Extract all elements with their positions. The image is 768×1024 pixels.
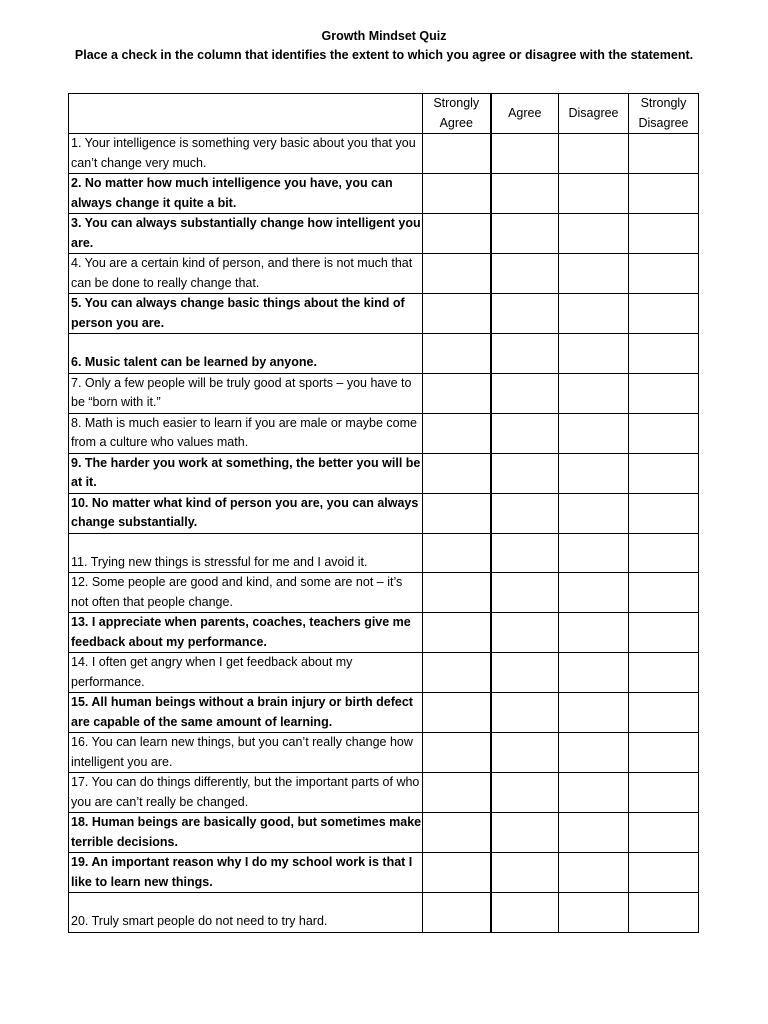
header-strongly-agree: Strongly Agree [423, 94, 491, 134]
statement-text: 15. All human beings without a brain injury or birth defect are capable of the same amount of learning. [71, 695, 413, 729]
disagree-checkbox[interactable] [559, 893, 629, 933]
agree-checkbox[interactable] [491, 573, 559, 613]
table-row [69, 653, 699, 693]
agree-checkbox[interactable] [491, 134, 559, 174]
strongly-disagree-checkbox[interactable] [629, 853, 699, 893]
table-row [69, 174, 699, 214]
disagree-checkbox[interactable] [559, 174, 629, 214]
disagree-checkbox[interactable] [559, 773, 629, 813]
disagree-checkbox[interactable] [559, 653, 629, 693]
statement-cell [69, 773, 423, 813]
statement-cell [69, 893, 423, 933]
disagree-checkbox[interactable] [559, 413, 629, 453]
strongly-disagree-checkbox[interactable] [629, 294, 699, 334]
disagree-checkbox[interactable] [559, 254, 629, 294]
disagree-checkbox[interactable] [559, 134, 629, 174]
header-row [69, 94, 699, 134]
statement-cell [69, 214, 423, 254]
statement-text: 13. I appreciate when parents, coaches, teachers give me feedback about my performance. [71, 615, 411, 649]
statement-cell [69, 613, 423, 653]
statement-cell [69, 573, 423, 613]
agree-checkbox[interactable] [491, 853, 559, 893]
statement-cell [69, 453, 423, 493]
table-row [69, 294, 699, 334]
table-row [69, 773, 699, 813]
agree-checkbox[interactable] [491, 294, 559, 334]
agree-checkbox[interactable] [491, 493, 559, 533]
statement-cell [69, 254, 423, 294]
disagree-checkbox[interactable] [559, 453, 629, 493]
disagree-checkbox[interactable] [559, 813, 629, 853]
agree-checkbox[interactable] [491, 733, 559, 773]
strongly-disagree-checkbox[interactable] [629, 334, 699, 374]
disagree-checkbox[interactable] [559, 733, 629, 773]
strongly-disagree-checkbox[interactable] [629, 533, 699, 573]
table-row [69, 613, 699, 653]
strongly-agree-checkbox[interactable] [423, 413, 491, 453]
strongly-disagree-checkbox[interactable] [629, 613, 699, 653]
strongly-disagree-checkbox[interactable] [629, 373, 699, 413]
statement-cell [69, 733, 423, 773]
disagree-checkbox[interactable] [559, 853, 629, 893]
agree-checkbox[interactable] [491, 893, 559, 933]
strongly-disagree-checkbox[interactable] [629, 893, 699, 933]
statement-cell [69, 294, 423, 334]
statement-text: 3. You can always substantially change how intelligent you are. [71, 216, 421, 250]
statement-cell [69, 373, 423, 413]
agree-checkbox[interactable] [491, 174, 559, 214]
header-agree: Agree [491, 94, 559, 134]
table-row [69, 254, 699, 294]
statement-cell [69, 693, 423, 733]
header-disagree: Disagree [559, 94, 629, 134]
disagree-checkbox[interactable] [559, 573, 629, 613]
disagree-checkbox[interactable] [559, 294, 629, 334]
table-row [69, 853, 699, 893]
agree-checkbox[interactable] [491, 214, 559, 254]
page-title: Growth Mindset Quiz [321, 29, 447, 43]
strongly-agree-checkbox[interactable] [423, 214, 491, 254]
quiz-table [68, 93, 699, 933]
statement-cell [69, 134, 423, 174]
agree-checkbox[interactable] [491, 773, 559, 813]
strongly-disagree-checkbox[interactable] [629, 733, 699, 773]
statement-text: 18. Human beings are basically good, but sometimes make terrible decisions. [71, 815, 422, 849]
agree-checkbox[interactable] [491, 254, 559, 294]
header-strongly-disagree: Strongly Disagree [629, 94, 699, 134]
statement-cell [69, 493, 423, 533]
agree-checkbox[interactable] [491, 613, 559, 653]
statement-text: 8. Math is much easier to learn if you are male or maybe come from a culture who values math. [71, 415, 417, 449]
strongly-disagree-checkbox[interactable] [629, 254, 699, 294]
disagree-checkbox[interactable] [559, 533, 629, 573]
table-row [69, 693, 699, 733]
table-row [69, 134, 699, 174]
statement-text: 12. Some people are good and kind, and some are not – it’s not often that people change. [71, 575, 403, 609]
strongly-disagree-checkbox[interactable] [629, 573, 699, 613]
agree-checkbox[interactable] [491, 413, 559, 453]
statement-text: 9. The harder you work at something, the better you will be at it. [71, 455, 421, 489]
statement-text: 6. Music talent can be learned by anyone. [71, 355, 317, 369]
strongly-agree-checkbox[interactable] [423, 693, 491, 733]
agree-checkbox[interactable] [491, 373, 559, 413]
table-row [69, 453, 699, 493]
statement-text: 4. You are a certain kind of person, and there is not much that can be done to really change that. [71, 256, 413, 290]
strongly-agree-checkbox[interactable] [423, 453, 491, 493]
strongly-agree-checkbox[interactable] [423, 174, 491, 214]
instructions: Place a check in the column that identifies the extent to which you agree or disagree with the statement. [74, 48, 694, 62]
strongly-agree-checkbox[interactable] [423, 853, 491, 893]
strongly-agree-checkbox[interactable] [423, 533, 491, 573]
strongly-agree-checkbox[interactable] [423, 813, 491, 853]
agree-checkbox[interactable] [491, 653, 559, 693]
strongly-agree-checkbox[interactable] [423, 613, 491, 653]
strongly-agree-checkbox[interactable] [423, 254, 491, 294]
strongly-agree-checkbox[interactable] [423, 893, 491, 933]
strongly-disagree-checkbox[interactable] [629, 653, 699, 693]
disagree-checkbox[interactable] [559, 613, 629, 653]
table-row [69, 413, 699, 453]
agree-checkbox[interactable] [491, 533, 559, 573]
agree-checkbox[interactable] [491, 453, 559, 493]
statement-text: 14. I often get angry when I get feedback about my performance. [71, 655, 353, 689]
table-row [69, 214, 699, 254]
table-row [69, 813, 699, 853]
statement-cell [69, 533, 423, 573]
strongly-agree-checkbox[interactable] [423, 134, 491, 174]
disagree-checkbox[interactable] [559, 693, 629, 733]
statement-text: 19. An important reason why I do my school work is that I like to learn new things. [71, 855, 413, 889]
strongly-disagree-checkbox[interactable] [629, 453, 699, 493]
statement-cell [69, 813, 423, 853]
strongly-disagree-checkbox[interactable] [629, 493, 699, 533]
header-statement [69, 94, 423, 134]
strongly-disagree-checkbox[interactable] [629, 214, 699, 254]
strongly-disagree-checkbox[interactable] [629, 813, 699, 853]
strongly-agree-checkbox[interactable] [423, 373, 491, 413]
disagree-checkbox[interactable] [559, 373, 629, 413]
agree-checkbox[interactable] [491, 693, 559, 733]
strongly-agree-checkbox[interactable] [423, 573, 491, 613]
table-row [69, 493, 699, 533]
disagree-checkbox[interactable] [559, 334, 629, 374]
strongly-agree-checkbox[interactable] [423, 773, 491, 813]
disagree-checkbox[interactable] [559, 493, 629, 533]
statement-cell [69, 853, 423, 893]
statement-cell [69, 174, 423, 214]
statement-text: 17. You can do things differently, but the important parts of who you are can’t really be changed. [71, 775, 420, 809]
table-row [69, 893, 699, 933]
strongly-disagree-checkbox[interactable] [629, 174, 699, 214]
statement-text: 5. You can always change basic things about the kind of person you are. [71, 296, 405, 330]
strongly-disagree-checkbox[interactable] [629, 134, 699, 174]
strongly-agree-checkbox[interactable] [423, 294, 491, 334]
strongly-disagree-checkbox[interactable] [629, 693, 699, 733]
statement-cell [69, 653, 423, 693]
statement-cell [69, 334, 423, 374]
statement-text: 1. Your intelligence is something very basic about you that you can’t change very much. [71, 136, 416, 170]
table-row [69, 373, 699, 413]
disagree-checkbox[interactable] [559, 214, 629, 254]
strongly-agree-checkbox[interactable] [423, 334, 491, 374]
statement-text: 20. Truly smart people do not need to try hard. [71, 914, 328, 928]
table-row [69, 334, 699, 374]
statement-text: 10. No matter what kind of person you are, you can always change substantially. [71, 495, 419, 529]
strongly-agree-checkbox[interactable] [423, 493, 491, 533]
statement-text: 16. You can learn new things, but you can’t really change how intelligent you are. [71, 735, 413, 769]
strongly-agree-checkbox[interactable] [423, 733, 491, 773]
statement-text: 2. No matter how much intelligence you have, you can always change it quite a bit. [71, 176, 393, 210]
strongly-disagree-checkbox[interactable] [629, 773, 699, 813]
agree-checkbox[interactable] [491, 813, 559, 853]
strongly-agree-checkbox[interactable] [423, 653, 491, 693]
statement-text: 7. Only a few people will be truly good at sports – you have to be “born with it.” [71, 375, 412, 409]
statement-text: 11. Trying new things is stressful for me and I avoid it. [71, 554, 368, 569]
agree-checkbox[interactable] [491, 334, 559, 374]
statement-cell [69, 413, 423, 453]
table-row [69, 573, 699, 613]
strongly-disagree-checkbox[interactable] [629, 413, 699, 453]
table-row [69, 533, 699, 573]
table-row [69, 733, 699, 773]
